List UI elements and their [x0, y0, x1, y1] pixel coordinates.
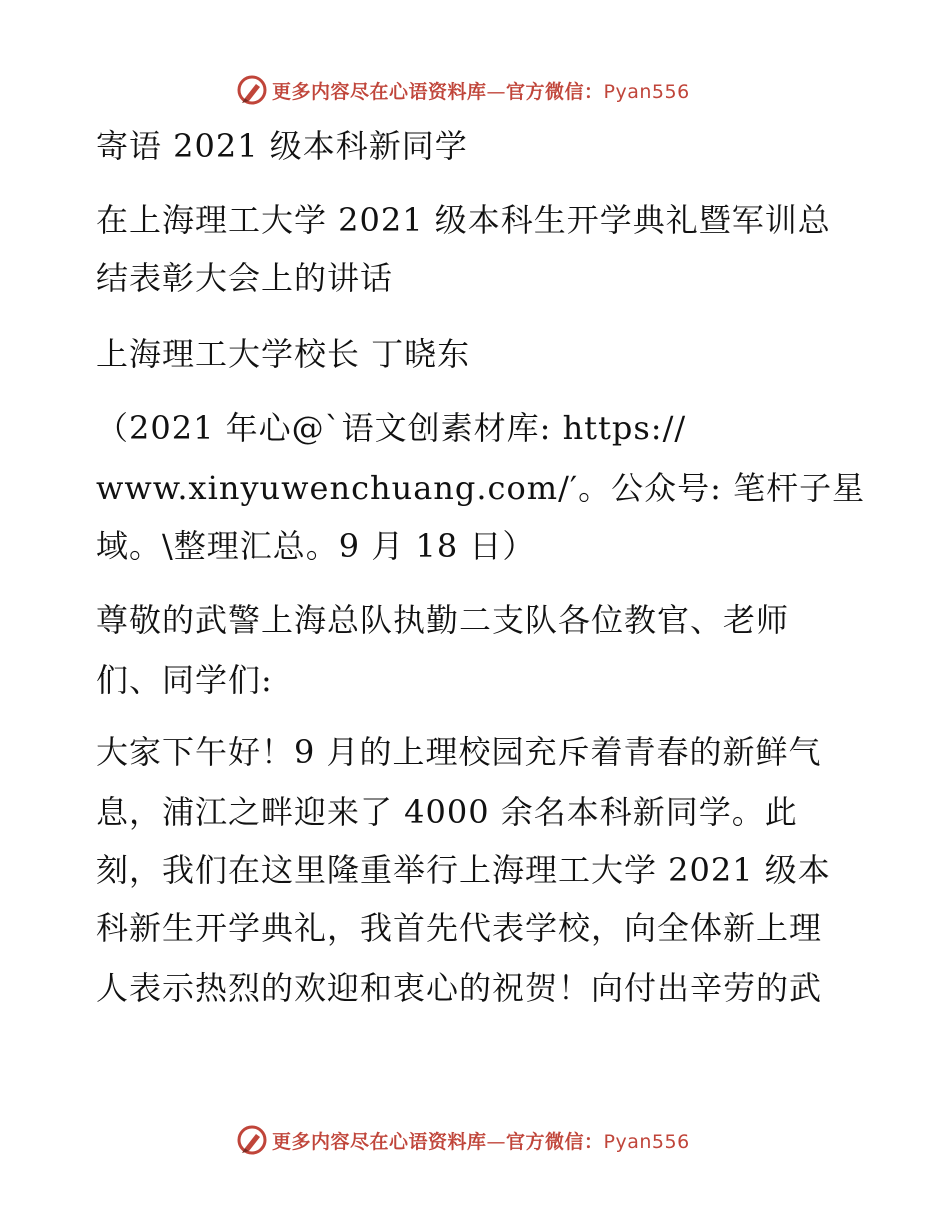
footer-watermark — [236, 1122, 690, 1158]
paragraph-line-1: 大家下午好！9 月的上理校园充斥着青春的新鲜气 — [96, 733, 822, 771]
source-note-line-1: （2021 年心@`语文创素材库: https:// — [96, 409, 687, 447]
paragraph-line-2: 息，浦江之畔迎来了 4000 余名本科新同学。此 — [96, 793, 798, 831]
header-watermark — [236, 72, 690, 108]
watermark-text: 更多内容尽在心语资料库—官方微信：Pyan556 — [272, 80, 690, 103]
watermark-text: 更多内容尽在心语资料库—官方微信：Pyan556 — [272, 1130, 690, 1153]
source-note-line-3: 域。\整理汇总。9 月 18 日） — [96, 527, 536, 565]
speech-heading-line-2: 结表彰大会上的讲话 — [96, 259, 394, 297]
speaker-line: 上海理工大学校长 丁晓东 — [96, 335, 471, 373]
paragraph-line-5: 人表示热烈的欢迎和衷心的祝贺！向付出辛劳的武 — [96, 969, 823, 1007]
pen-logo-icon — [236, 74, 268, 106]
paragraph-line-4: 科新生开学典礼，我首先代表学校，向全体新上理 — [96, 909, 823, 947]
pen-logo-icon — [236, 1124, 268, 1156]
speech-heading-line-1: 在上海理工大学 2021 级本科生开学典礼暨军训总 — [96, 201, 831, 239]
salutation-line-2: 们、同学们: — [96, 661, 273, 699]
document-title: 寄语 2021 级本科新同学 — [96, 127, 468, 165]
source-note-line-2: www.xinyuwenchuang.com/′。公众号: 笔杆子星 — [96, 469, 866, 507]
salutation-line-1: 尊敬的武警上海总队执勤二支队各位教官、老师 — [96, 601, 790, 639]
paragraph-line-3: 刻，我们在这里隆重举行上海理工大学 2021 级本 — [96, 851, 831, 889]
